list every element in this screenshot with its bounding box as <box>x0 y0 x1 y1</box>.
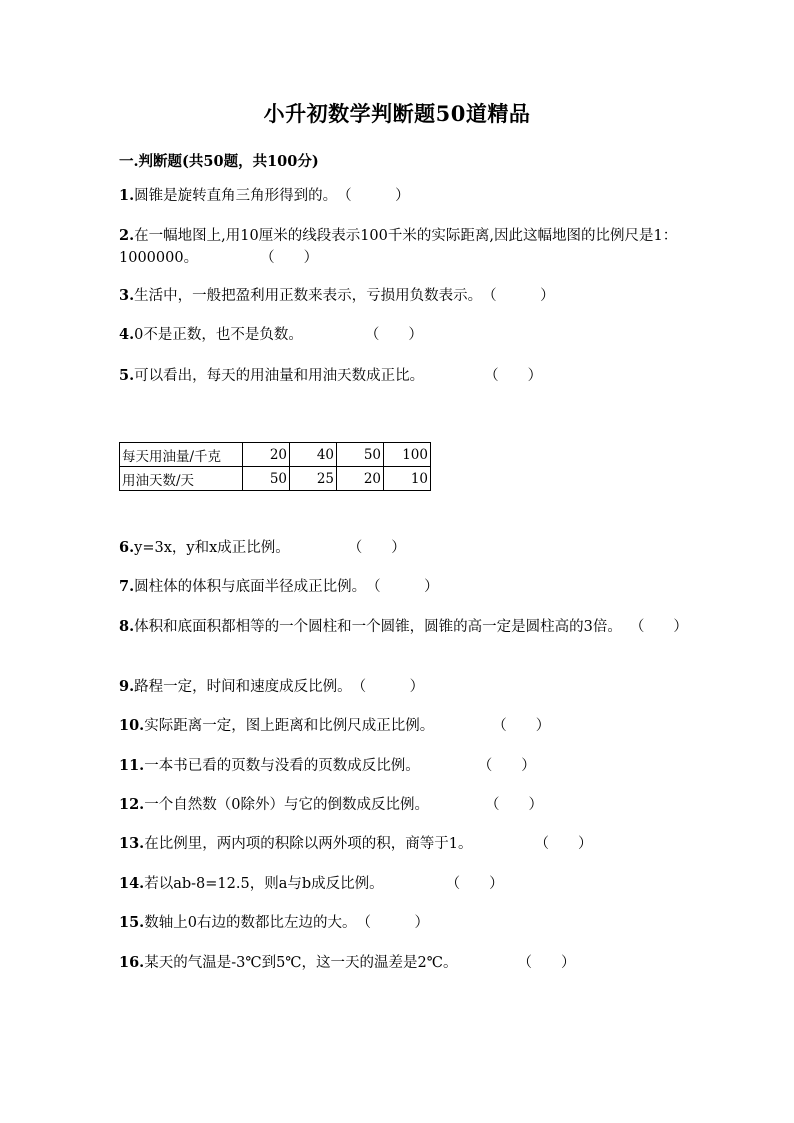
question-text: 某天的气温是-3℃到5℃，这一天的温差是2℃。 <box>144 955 458 971</box>
question-text: 0不是正数，也不是负数。 <box>134 327 303 343</box>
answer-blank: （ ） <box>482 288 555 304</box>
table-cell: 50 <box>243 467 290 491</box>
table-cell: 10 <box>384 467 431 491</box>
question-8 <box>119 616 689 638</box>
question-text: 可以看出，每天的用油量和用油天数成正比。 <box>134 368 425 384</box>
answer-blank: （ ） <box>477 758 536 774</box>
question-text: 路程一定，时间和速度成反比例。 <box>134 679 352 695</box>
question-number: 4. <box>119 326 135 343</box>
table-cell: 50 <box>337 443 384 467</box>
table-row <box>120 467 431 491</box>
table-row <box>120 443 431 467</box>
question-number: 3. <box>119 287 135 304</box>
question-7 <box>119 576 689 598</box>
question-3 <box>119 285 689 307</box>
question-number: 10. <box>119 717 145 734</box>
answer-blank: （ ） <box>484 797 543 813</box>
question-text: y=3x，y和x成正比例。 <box>134 540 290 556</box>
question-16 <box>119 952 689 974</box>
question-12 <box>119 794 689 816</box>
answer-blank: （ ） <box>492 718 551 734</box>
section-heading: 一.判断题(共50题，共100分) <box>119 153 319 170</box>
answer-blank: （ ） <box>534 836 593 852</box>
question-number: 16. <box>119 954 145 971</box>
question-4 <box>119 324 689 346</box>
table-cell: 20 <box>243 443 290 467</box>
question-2 <box>119 225 689 269</box>
oil-usage-table <box>119 442 431 491</box>
answer-blank: （ ） <box>337 188 410 204</box>
question-9 <box>119 676 689 698</box>
page-title: 小升初数学判断题50道精品 <box>263 101 531 126</box>
question-number: 13. <box>119 835 145 852</box>
answer-blank: （ ） <box>364 327 423 343</box>
question-text: 圆柱体的体积与底面半径成正比例。 <box>134 579 367 595</box>
answer-blank: （ ） <box>260 250 319 266</box>
table-row-label: 每天用油量/千克 <box>120 443 243 467</box>
answer-blank: （ ） <box>356 915 429 931</box>
question-number: 5. <box>119 367 135 384</box>
answer-blank: （ ） <box>347 540 406 556</box>
answer-blank: （ ） <box>366 579 439 595</box>
question-1 <box>119 185 689 207</box>
question-13 <box>119 833 689 855</box>
question-text: 实际距离一定，图上距离和比例尺成正比例。 <box>144 718 435 734</box>
question-number: 1. <box>119 187 135 204</box>
answer-blank: （ ） <box>629 619 688 635</box>
question-number: 11. <box>119 757 145 774</box>
question-number: 9. <box>119 678 135 695</box>
table-row-label: 用油天数/天 <box>120 467 243 491</box>
answer-blank: （ ） <box>517 955 576 971</box>
question-text: 一个自然数（0除外）与它的倒数成反比例。 <box>144 797 429 813</box>
question-text: 在比例里，两内项的积除以两外项的积，商等于1。 <box>144 836 473 852</box>
question-10 <box>119 715 689 737</box>
question-text: 一本书已看的页数与没看的页数成反比例。 <box>144 758 420 774</box>
question-text: 在一幅地图上,用10厘米的线段表示100千米的实际距离,因此这幅地图的比例尺是1：1000000。 <box>119 228 678 266</box>
question-text: 体积和底面积都相等的一个圆柱和一个圆锥，圆锥的高一定是圆柱高的3倍。 <box>134 619 622 635</box>
question-text: 数轴上0右边的数都比左边的大。 <box>144 915 357 931</box>
answer-blank: （ ） <box>484 368 543 384</box>
question-number: 14. <box>119 875 145 892</box>
question-11 <box>119 755 689 777</box>
question-14 <box>119 873 689 895</box>
question-text: 若以ab-8=12.5，则a与b成反比例。 <box>144 876 384 892</box>
answer-blank: （ ） <box>351 679 425 695</box>
question-number: 7. <box>119 578 135 595</box>
question-number: 15. <box>119 914 145 931</box>
answer-blank: （ ） <box>445 876 504 892</box>
question-5 <box>119 365 689 387</box>
question-number: 6. <box>119 539 135 556</box>
question-15 <box>119 912 689 934</box>
question-text: 圆锥是旋转直角三角形得到的。 <box>134 188 338 204</box>
question-text: 生活中，一般把盈利用正数来表示，亏损用负数表示。 <box>134 288 483 304</box>
table-cell: 40 <box>290 443 337 467</box>
question-number: 2. <box>119 227 135 244</box>
question-number: 8. <box>119 618 135 635</box>
table-cell: 20 <box>337 467 384 491</box>
table-cell: 100 <box>384 443 431 467</box>
question-6 <box>119 537 689 559</box>
question-number: 12. <box>119 796 145 813</box>
table-cell: 25 <box>290 467 337 491</box>
